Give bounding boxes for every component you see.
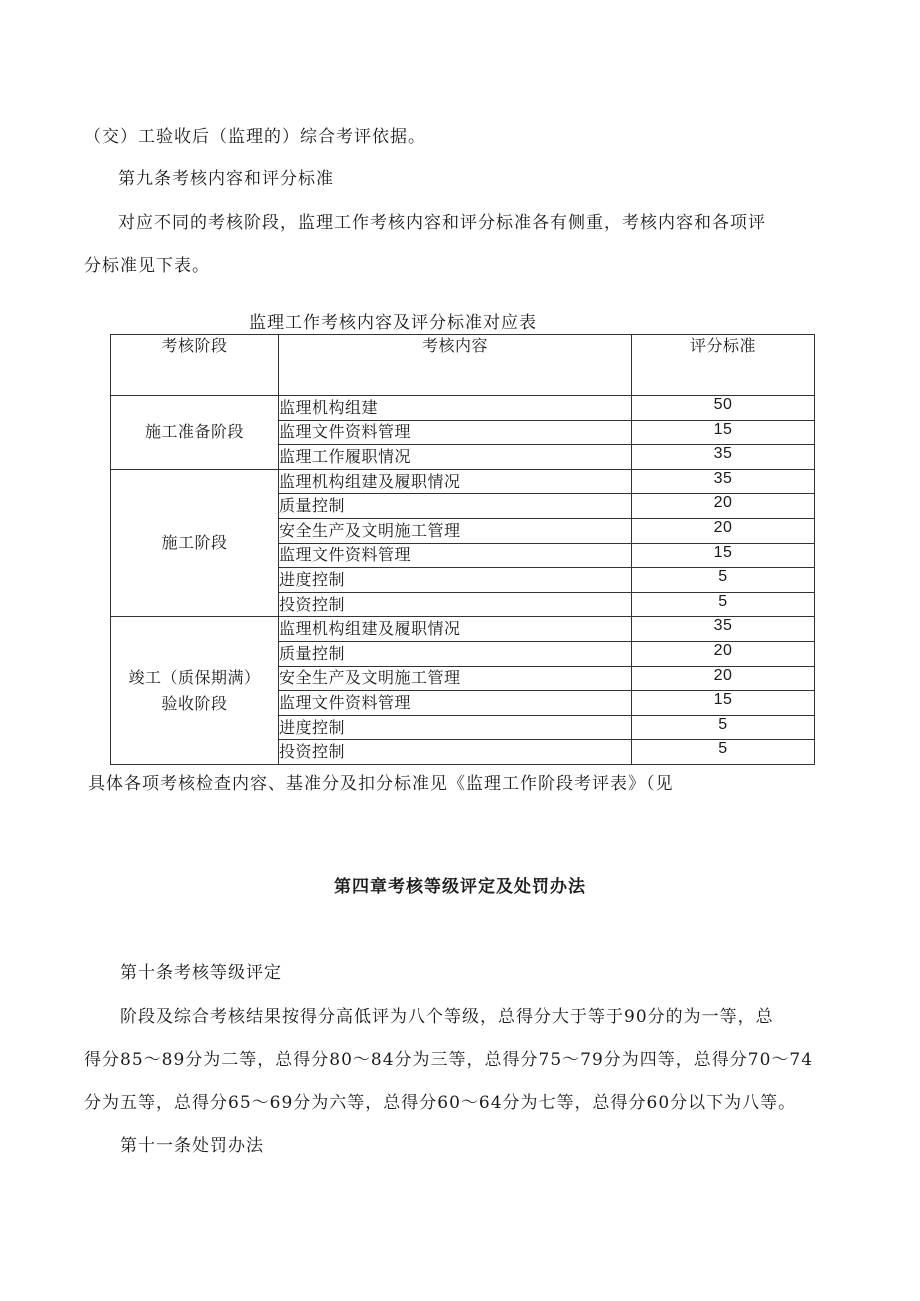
stage-cell-construction: 施工阶段 [111, 469, 279, 617]
score-cell: 20 [632, 518, 815, 543]
item-cell: 进度控制 [279, 715, 632, 740]
paragraph-after-table: 具体各项考核检查内容、基准分及扣分标准见《监理工作阶段考评表》（见 [88, 774, 674, 794]
item-cell: 监理文件资料管理 [279, 691, 632, 716]
item-cell: 监理机构组建 [279, 396, 632, 421]
score-cell: 5 [632, 592, 815, 617]
score-cell: 50 [632, 396, 815, 421]
item-cell: 安全生产及文明施工管理 [279, 666, 632, 691]
score-cell: 5 [632, 715, 815, 740]
header-content: 考核内容 [279, 335, 632, 396]
item-cell: 质量控制 [279, 494, 632, 519]
table-row [111, 469, 815, 494]
article-10-title: 第十条考核等级评定 [120, 963, 282, 983]
score-cell: 20 [632, 666, 815, 691]
item-cell: 监理文件资料管理 [279, 543, 632, 568]
article-11-title: 第十一条处罚办法 [120, 1136, 264, 1156]
scoring-table [110, 334, 815, 765]
score-cell: 35 [632, 617, 815, 642]
paragraph-stage-emphasis-line2: 分标准见下表。 [84, 256, 210, 276]
table-row [111, 396, 815, 421]
score-cell: 15 [632, 543, 815, 568]
score-cell: 5 [632, 568, 815, 593]
score-cell: 20 [632, 641, 815, 666]
score-cell: 5 [632, 740, 815, 765]
score-cell: 15 [632, 691, 815, 716]
chapter-title: 第四章考核等级评定及处罚办法 [334, 877, 586, 897]
stage-label-line2: 验收阶段 [161, 693, 228, 713]
article-10-line2: 得分85～89分为二等，总得分80～84分为三等，总得分75～79分为四等，总得分70～74 [84, 1050, 814, 1070]
paragraph-acceptance-basis: （交）工验收后（监理的）综合考评依据。 [84, 127, 426, 147]
table-header-row [111, 335, 815, 396]
article-9-title: 第九条考核内容和评分标准 [118, 169, 334, 189]
score-cell: 35 [632, 469, 815, 494]
header-stage: 考核阶段 [111, 335, 279, 396]
header-score: 评分标准 [632, 335, 815, 396]
item-cell: 监理文件资料管理 [279, 420, 632, 445]
item-cell: 安全生产及文明施工管理 [279, 518, 632, 543]
table-row [111, 617, 815, 642]
stage-cell-completion [111, 617, 279, 765]
table-caption: 监理工作考核内容及评分标准对应表 [249, 313, 537, 333]
item-cell: 监理工作履职情况 [279, 445, 632, 470]
item-cell: 进度控制 [279, 568, 632, 593]
item-cell: 监理机构组建及履职情况 [279, 617, 632, 642]
stage-cell-preparation: 施工准备阶段 [111, 396, 279, 470]
item-cell: 监理机构组建及履职情况 [279, 469, 632, 494]
score-cell: 15 [632, 420, 815, 445]
article-10-line1: 阶段及综合考核结果按得分高低评为八个等级，总得分大于等于90分的为一等，总 [120, 1007, 774, 1027]
score-cell: 20 [632, 494, 815, 519]
item-cell: 质量控制 [279, 641, 632, 666]
score-cell: 35 [632, 445, 815, 470]
paragraph-stage-emphasis-line1: 对应不同的考核阶段，监理工作考核内容和评分标准各有侧重，考核内容和各项评 [118, 213, 766, 233]
item-cell: 投资控制 [279, 592, 632, 617]
stage-label-line1: 竣工（质保期满） [128, 667, 261, 687]
article-10-line3: 分为五等，总得分65～69分为六等，总得分60～64分为七等，总得分60分以下为八等。 [84, 1093, 797, 1113]
item-cell: 投资控制 [279, 740, 632, 765]
